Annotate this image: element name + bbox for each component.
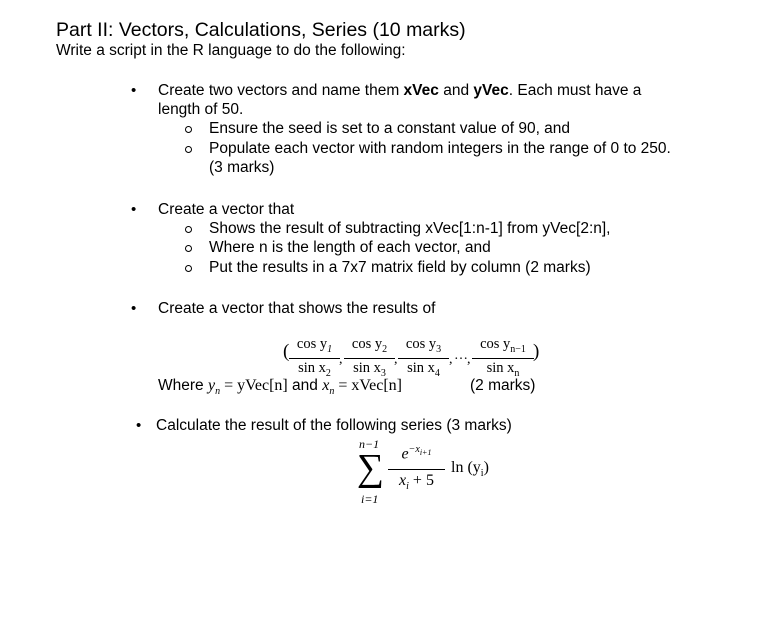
yn-sub: n [215, 386, 221, 398]
frac2-num-sub: 2 [382, 343, 388, 355]
task1-line1 [158, 82, 641, 100]
ellipsis: … [454, 348, 468, 363]
sigma-icon: ∑ [357, 447, 385, 489]
where-line [158, 377, 402, 397]
close-paren: ) [533, 341, 540, 362]
circle-bullet-icon [185, 146, 192, 153]
series-numerator [389, 444, 444, 463]
series-denominator [389, 472, 444, 492]
task2-sub1: Shows the result of subtracting xVec[1:n-1] from yVec[2:n], [209, 220, 611, 237]
bullet-icon: • [131, 300, 137, 317]
fraction-2 [344, 337, 395, 381]
task2-line1: Create a vector that [158, 201, 295, 218]
exp-sub: i+1 [419, 448, 432, 457]
bullet-icon: • [136, 417, 142, 434]
bullet-icon: • [131, 82, 137, 99]
frac1-num: cos y [296, 336, 328, 352]
where-label: Where [158, 377, 208, 394]
task1-text-a: Create two vectors and name them [158, 82, 404, 99]
task1-sub2: Populate each vector with random integers in the range of 0 to 250. [209, 140, 671, 157]
xn-var: x [322, 377, 330, 394]
comma-2: , [394, 352, 398, 367]
xvec-name: xVec [403, 82, 439, 99]
ln-sub: i [480, 468, 484, 480]
task1-line2: length of 50. [158, 101, 244, 118]
fracn-den: sin x [486, 359, 515, 376]
fraction-3 [398, 337, 449, 381]
bullet-icon: • [131, 201, 137, 218]
frac2-num: cos y [351, 336, 383, 352]
den-sub: i [406, 481, 409, 493]
page-subtitle: Write a script in the R language to do the following: [56, 42, 406, 59]
task2-sub3: Put the results in a 7x7 matrix field by column (2 marks) [209, 259, 591, 276]
task4-line1: Calculate the result of the following series (3 marks) [156, 417, 512, 434]
comma-1: , [339, 352, 343, 367]
where-and: and [287, 377, 323, 394]
task1-text-b: . Each must have a [508, 82, 642, 99]
task3-line1: Create a vector that shows the results of [158, 300, 436, 317]
e-base: e [401, 445, 409, 463]
task3-marks: (2 marks) [470, 377, 536, 394]
comma-3: , [449, 352, 453, 367]
comma-4: , [467, 352, 471, 367]
exp-text: −x [408, 444, 420, 455]
fraction-n [472, 337, 534, 381]
circle-bullet-icon [185, 226, 192, 233]
frac1-den: sin x [298, 359, 326, 376]
frac1-num-sub: 1 [327, 343, 333, 355]
frac2-den-sub: 3 [380, 367, 386, 379]
sum-upper-limit: n−1 [359, 437, 380, 451]
page-title: Part II: Vectors, Calculations, Series (10 marks) [56, 19, 466, 41]
task1-sub2-marks: (3 marks) [209, 159, 275, 176]
ln-term [451, 459, 489, 479]
task2-sub2: Where n is the length of each vector, and [209, 239, 491, 256]
frac3-num-sub: 3 [436, 343, 442, 355]
ln-text: ln (y [451, 459, 481, 476]
fracn-den-sub: n [514, 367, 520, 379]
xn-definition: = xVec[n] [334, 377, 403, 394]
frac3-den-sub: 4 [434, 367, 440, 379]
circle-bullet-icon [185, 265, 192, 272]
den-rest: + 5 [408, 472, 434, 489]
frac1-den-sub: 2 [325, 367, 331, 379]
fracn-num-sub: n−1 [510, 343, 526, 355]
fracn-num: cos y [480, 336, 511, 352]
task1-sub1: Ensure the seed is set to a constant value of 90, and [209, 120, 571, 137]
frac3-num: cos y [405, 336, 437, 352]
yn-var: y [207, 377, 216, 394]
ln-close: ) [483, 459, 489, 476]
open-paren: ( [283, 341, 290, 362]
frac3-den: sin x [407, 359, 435, 376]
fraction-1 [289, 337, 340, 381]
xn-sub: n [329, 386, 335, 398]
yvec-name: yVec [473, 82, 509, 99]
frac2-den: sin x [353, 359, 381, 376]
den-var: x [399, 472, 407, 489]
circle-bullet-icon [185, 245, 192, 252]
task1-text-and: and [438, 82, 474, 99]
yn-definition: = yVec[n] [220, 377, 288, 394]
circle-bullet-icon [185, 126, 192, 133]
sum-lower-limit: i=1 [361, 492, 379, 506]
fraction-bar [388, 469, 445, 470]
